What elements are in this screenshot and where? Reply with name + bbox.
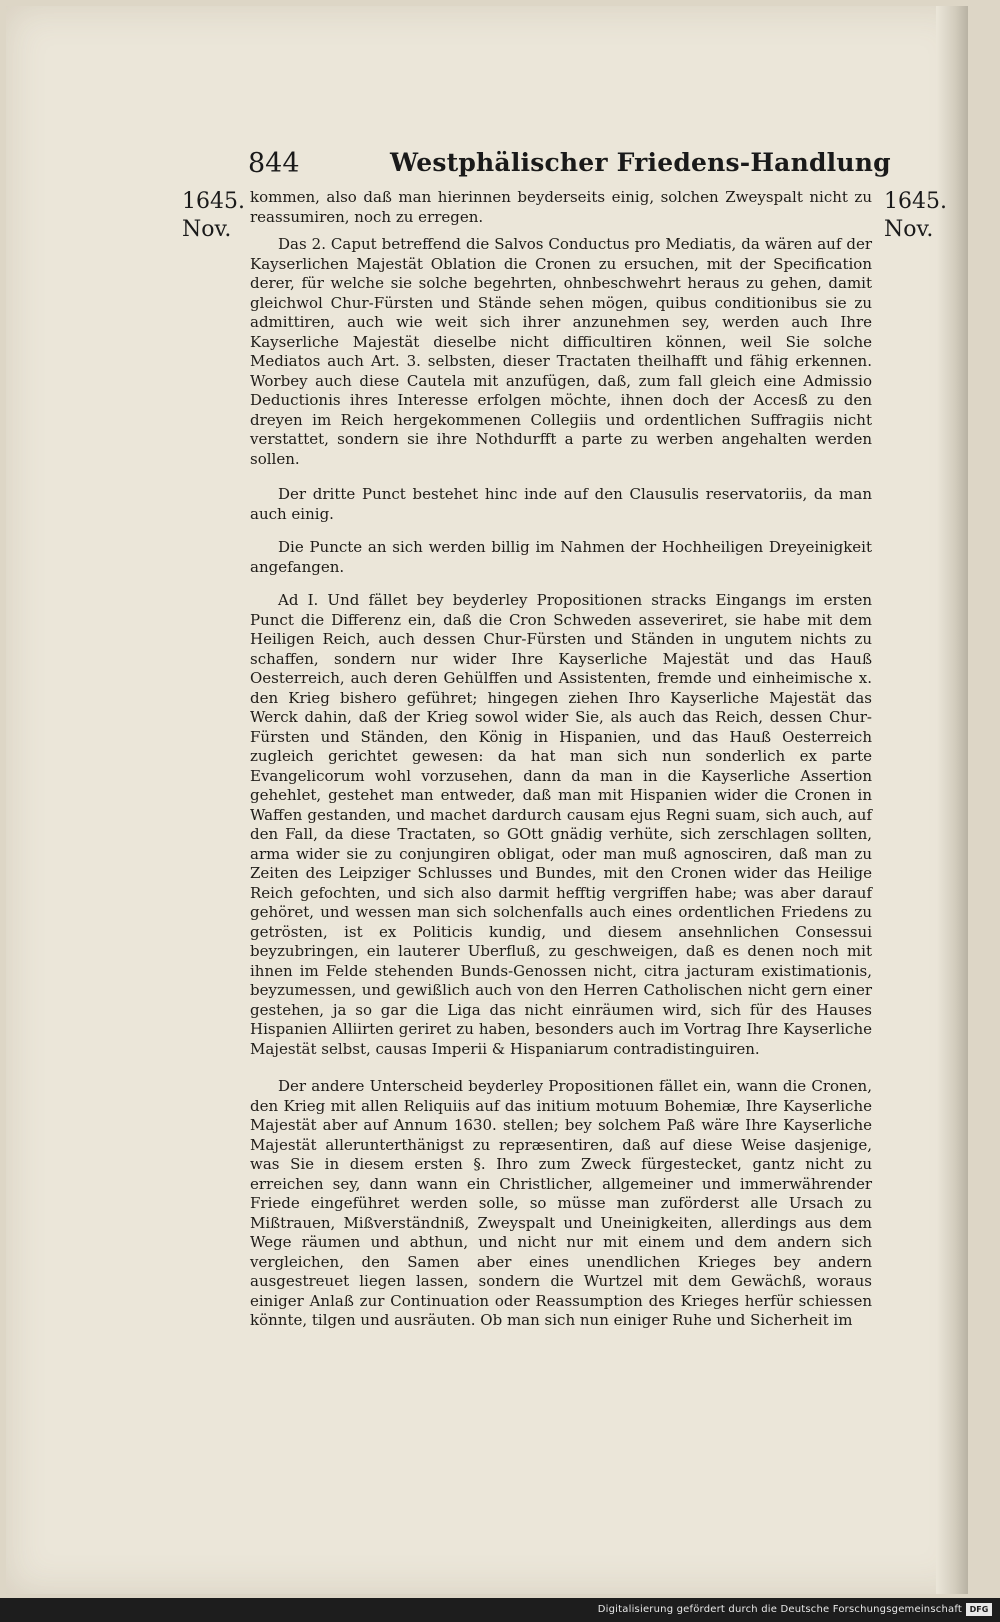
paragraph: kommen, also daß man hierinnen beyderseits einig, solchen Zweyspalt nicht zu reassumiren, noch zu erregen.: [250, 188, 872, 226]
paragraph: Ad I. Und fället bey beyderley Propositionen stracks Eingangs im ersten Punct die Differenz ein, daß die Cron Schweden asseveriret, sie habe mit dem Heiligen Reich, auch dessen Chur-Fürsten und Ständen in ungutem nichts zu schaffen, sondern nur wider Ihre Kayserliche Majestät und das Hauß Oesterreich, auch deren Gehülffen und Assistenten, fremde und einheimische x. den Krieg bishero geführet; hingegen ziehen Ihro Kayserliche Majestät das Werck dahin, daß der Krieg sowol wider Sie, als auch das Reich, dessen Chur-Fürsten und Ständen, den König in Hispanien, und das Hauß Oesterreich zugleich gerichtet gewesen: da hat man sich nun sonderlich ex parte Evangelicorum wohl vorzusehen, dann da man in die Kayserliche Assertion gehehlet, gestehet man entweder, daß man mit Hispanien wider die Cronen in Waffen gestanden, und machet dardurch causam ejus Regni suam, sich auch, auf den Fall, da diese Tractaten, so GOtt gnädig verhüte, sich zerschlagen sollten, arma wider sie zu conjungiren obligat, oder man muß agnosciren, daß man zu Zeiten des Leipziger Schlusses und Bundes, mit den Cronen wider das Heilige Reich gefochten, und sich also darmit hefftig vergriffen habe; was aber darauf gehöret, und wessen man sich solchenfalls auch eines ordentlichen Friedens zu getrösten, ist ex Politicis kundig, und diesem ansehnlichen Consessui beyzubringen, ein lauterer Uberfluß, zu geschweigen, daß es denen noch mit ihnen im Felde stehenden Bunds-Genossen nicht, citra jacturam existimationis, beyzumessen, und gewißlich auch von den Herren Catholischen nicht gern einer gestehen, ja so gar die Liga das nicht einräumen wird, sich für des Hauses Hispanien Alliirten geriret zu haben, besonders auch im Vortrag Ihre Kayserliche Majestät selbst, causas Imperii & Hispaniarum contradistinguiren.: [250, 591, 872, 1058]
margin-year: 1645.: [884, 189, 947, 214]
margin-note-right: [884, 188, 947, 244]
running-title: Westphälischer Friedens-Handlung: [390, 148, 891, 177]
margin-note-left: [182, 188, 245, 244]
paragraph: Das 2. Caput betreffend die Salvos Conductus pro Mediatis, da wären auf der Kayserlichen Majestät Oblation die Cronen zu ersuchen, mit der Specification derer, für welche sie solche begehrten, ohnbeschwehrt heraus zu gehen, damit gleichwol Chur-Fürsten und Stände sehen mögen, quibus conditionibus sie zu admittiren, auch wie weit sich ihrer anzunehmen sey, werden auch Ihre Kayserliche Majestät dieselbe nicht difficultiren können, weil Sie solche Mediatos auch Art. 3. selbsten, dieser Tractaten theilhafft und fähig erkennen. Worbey auch diese Cautela mit anzufügen, daß, zum fall gleich eine Admissio Deductionis ihres Interesse erfolgen möchte, ihnen doch der Accesß zu den dreyen im Reich hergekommenen Collegiis und ordentlichen Suffragiis nicht verstattet, sondern sie ihre Nothdurfft a parte zu werben angehalten werden sollen.: [250, 235, 872, 468]
margin-year: 1645.: [182, 189, 245, 214]
paragraph: Der dritte Punct bestehet hinc inde auf den Clausulis reservatoriis, da man auch einig.: [250, 485, 872, 523]
body-text: [250, 188, 872, 1331]
paragraph: Der andere Unterscheid beyderley Propositionen fället ein, wann die Cronen, den Krieg mit allen Reliquiis auf das initium motuum Bohemiæ, Ihre Kayserliche Majestät aber auf Annum 1630. stellen; bey solchem Paß wäre Ihre Kayserliche Majestät allerunterthänigst zu repræsentiren, daß auf diese Weise dasjenige, was Sie in diesem ersten §. Ihro zum Zweck fürgestecket, gantz nicht zu erreichen sey, dann wann ein Christlicher, allgemeiner und immerwährender Friede eingeführet werden solle, so müsse man zuförderst alle Ursach zu Mißtrauen, Mißverständniß, Zweyspalt und Uneinigkeiten, allerdings aus dem Wege räumen und abthun, und nicht nur mit einem und dem andern sich vergleichen, den Samen aber eines unendlichen Krieges bey andern ausgestreuet liegen lassen, sondern die Wurtzel mit dem Gewächß, woraus einiger Anlaß zur Continuation oder Reassumption des Krieges herfür schiessen könnte, tilgen und ausräuten. Ob man sich nun einiger Ruhe und Sicherheit im: [250, 1077, 872, 1329]
margin-month: Nov.: [884, 217, 934, 242]
dfg-logo: DFG: [966, 1603, 992, 1616]
margin-month: Nov.: [182, 217, 232, 242]
page-number: 844: [248, 148, 300, 179]
page-fold-shadow: [936, 6, 968, 1594]
funding-notice: Digitalisierung gefördert durch die Deutsche Forschungsgemeinschaft: [597, 1604, 962, 1615]
paragraph: Die Puncte an sich werden billig im Nahmen der Hochheiligen Dreyeinigkeit angefangen.: [250, 538, 872, 576]
footer-bar: [0, 1598, 1000, 1622]
